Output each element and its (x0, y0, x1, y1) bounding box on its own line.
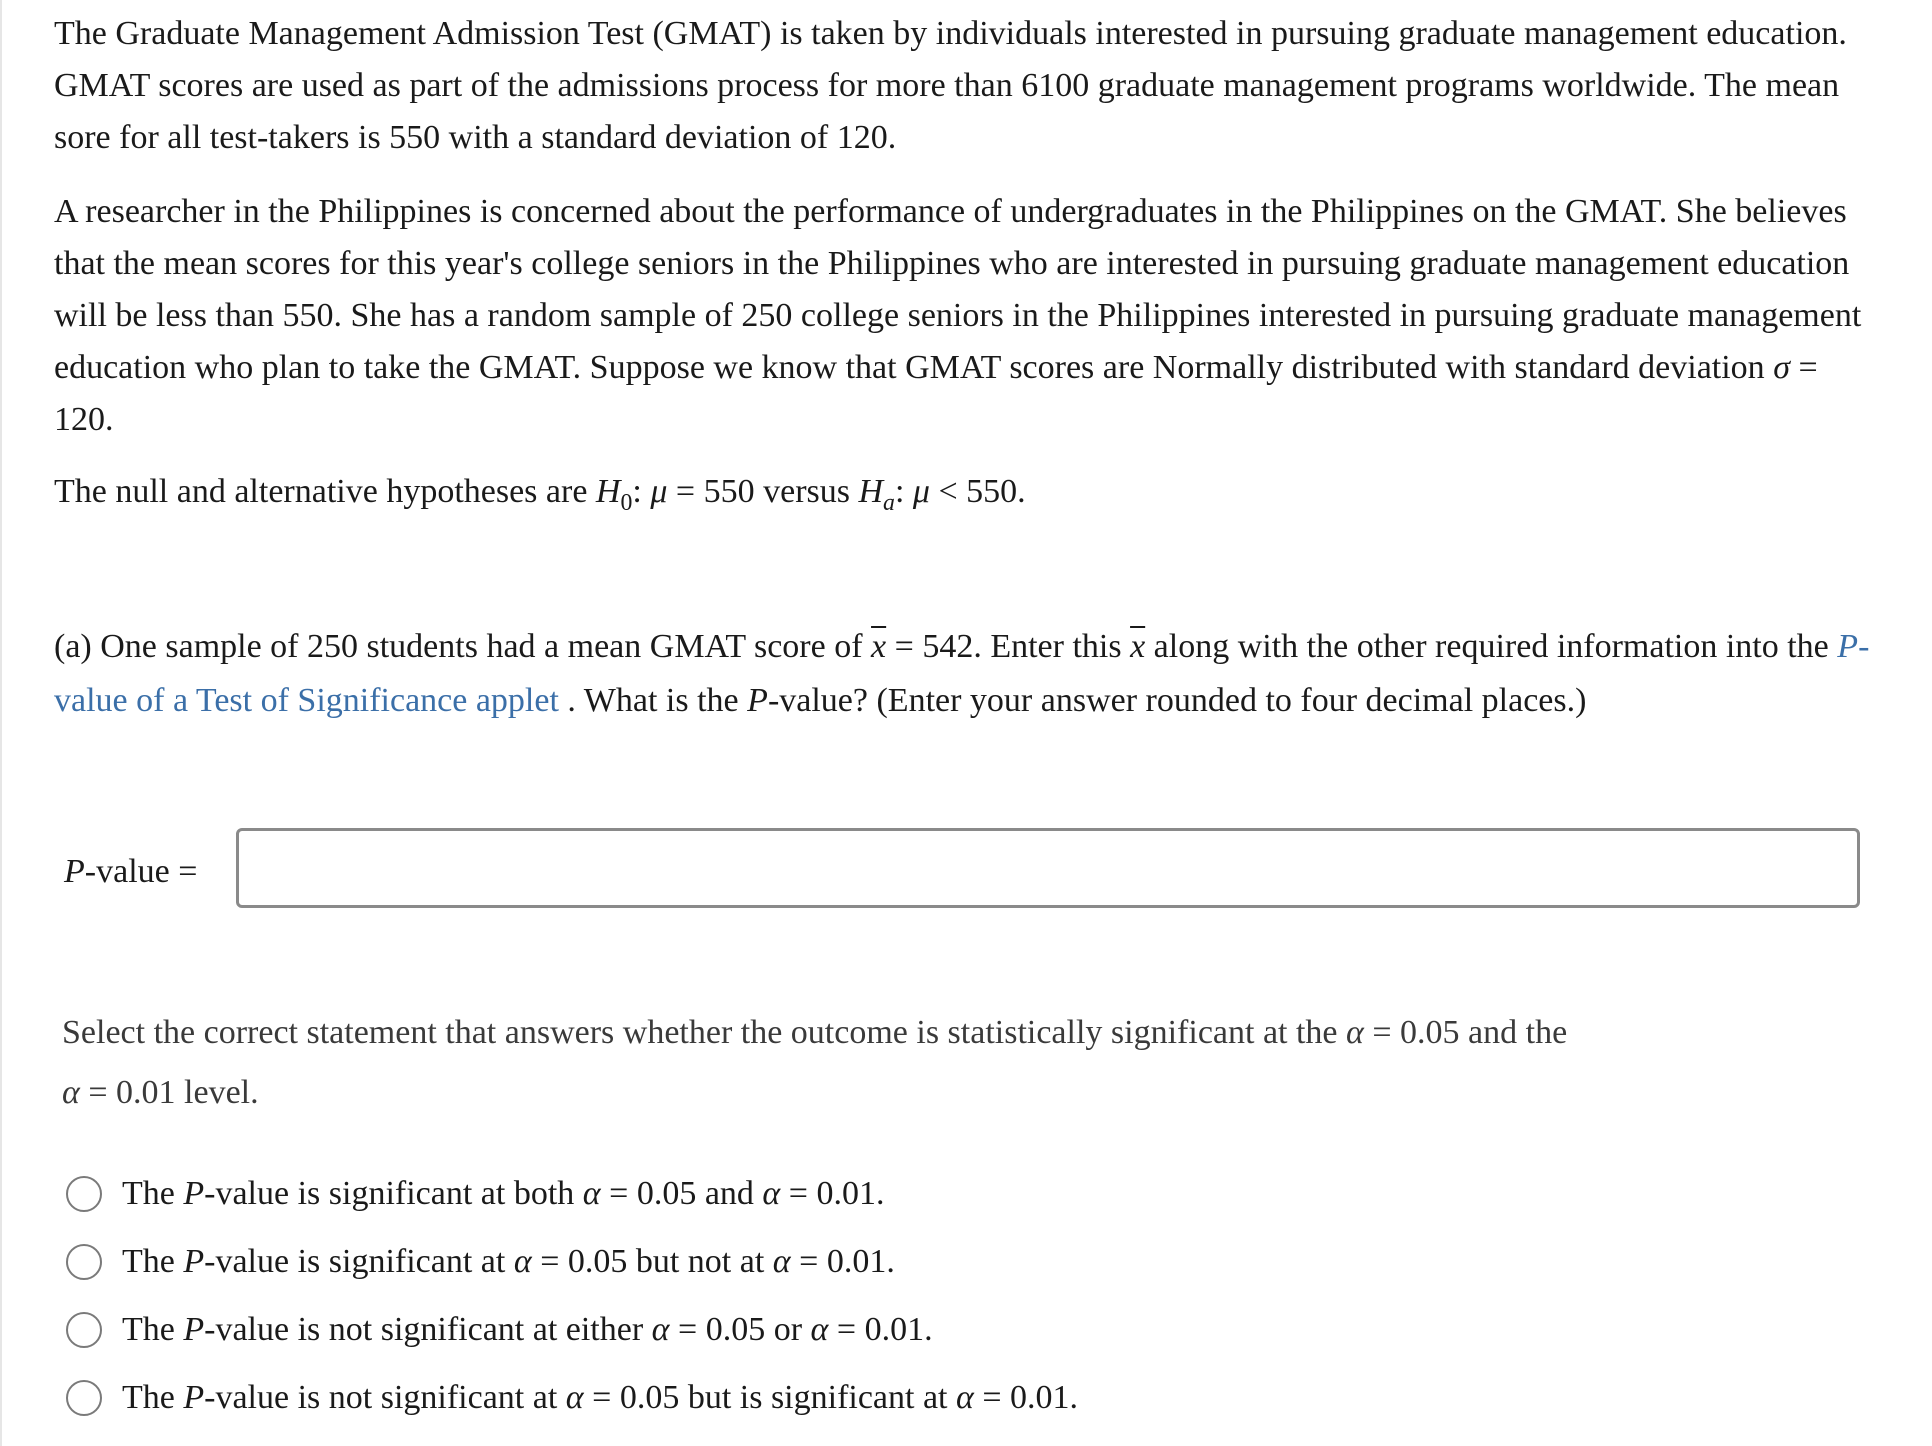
radio-button[interactable] (66, 1380, 102, 1416)
option-not-significant-either[interactable] (66, 1296, 1666, 1364)
option-c: = 0.01. (790, 1243, 895, 1280)
radio-button[interactable] (66, 1312, 102, 1348)
option-a: -value is not significant at either (204, 1311, 652, 1348)
significance-options (66, 1160, 1666, 1432)
radio-button[interactable] (66, 1176, 102, 1212)
significance-prompt-mid: = 0.05 and the (1363, 1014, 1568, 1051)
significance-prompt-end: = 0.01 level. (79, 1074, 259, 1111)
option-alpha-2: α (810, 1311, 829, 1348)
option-c: = 0.01. (973, 1379, 1079, 1416)
option-significant-both[interactable] (66, 1160, 1666, 1228)
significance-prompt-line: Select the correct statement that answers whether the outcome is statistically significant at the (62, 1014, 1347, 1051)
option-alpha-2: α (762, 1175, 781, 1212)
part-a-question (54, 620, 1884, 728)
option-c: = 0.01. (828, 1311, 933, 1348)
option-pre: The (122, 1175, 184, 1212)
option-pre: The (122, 1311, 184, 1348)
option-a: -value is not significant at (204, 1379, 566, 1416)
p-value-label-p: P (64, 853, 85, 890)
alt-rest: < 550. (929, 473, 1026, 510)
context-text: A researcher in the Philippines is concerned about the performance of undergraduates in the Philippines on the GMAT. She believes that the mean scores for this year's college seniors in the Philippines who are interested in pursuing graduate management education will be less than 550. She has a random sample of 250 college seniors in the Philippines interested in pursuing graduate management education who plan to take the GMAT. Suppose we know that GMAT scores are Normally distributed with standard deviation (54, 193, 1862, 386)
part-a-after-xbar: along with the other required information into the (1145, 628, 1838, 665)
option-alpha-2: α (956, 1379, 974, 1416)
option-alpha: α (582, 1175, 601, 1212)
option-b: = 0.05 but is significant at (583, 1379, 956, 1416)
option-b: = 0.05 or (669, 1311, 811, 1348)
part-a-tail: -value? (Enter your answer rounded to four decimal places.) (767, 682, 1587, 719)
p-value-label-rest: -value = (84, 853, 198, 890)
option-p: P (183, 1175, 205, 1212)
intro-paragraph: The Graduate Management Admission Test (GMAT) is taken by individuals interested in pursuing graduate management education. GMAT scores are used as part of the admissions process for more than 6100 graduate management programs worldwide. The mean sore for all test-takers is 550 with a standard deviation of 120. (54, 15, 1847, 156)
null-rest: = 550 versus (667, 473, 859, 510)
hypotheses-lead: The null and alternative hypotheses are (54, 473, 596, 510)
option-not-05-but-01[interactable] (66, 1364, 1666, 1432)
p-italic: P (747, 682, 768, 719)
option-pre: The (122, 1379, 184, 1416)
p-value-answer-row (64, 828, 1868, 916)
option-c: = 0.01. (780, 1175, 885, 1212)
option-b: = 0.05 and (600, 1175, 763, 1212)
applet-link-p: P (1837, 628, 1859, 665)
option-alpha: α (651, 1311, 670, 1348)
significance-prompt (62, 1003, 1822, 1123)
alpha-symbol: α (1346, 1014, 1364, 1051)
xbar-symbol: $\overline{x}$ (871, 628, 887, 665)
context-paragraph (54, 186, 1884, 446)
mu-symbol-alt: μ (912, 473, 930, 510)
hypotheses-paragraph (54, 466, 1884, 518)
option-pre: The (122, 1243, 184, 1280)
option-label (122, 1374, 1078, 1422)
option-b: = 0.05 but not at (531, 1243, 773, 1280)
option-a: -value is significant at both (204, 1175, 583, 1212)
p-value-label (64, 848, 197, 896)
option-a: -value is significant at (204, 1243, 514, 1280)
h-symbol: H (595, 473, 621, 510)
option-p: P (183, 1243, 205, 1280)
h-symbol-alt: H (858, 473, 884, 510)
applet-link-text: -value of a Test of Significance applet (54, 628, 1870, 719)
option-label (122, 1306, 933, 1354)
h0-subscript: 0 (620, 489, 633, 516)
alpha-symbol-2: α (62, 1074, 80, 1111)
radio-button[interactable] (66, 1244, 102, 1280)
ha-subscript: a (883, 489, 895, 516)
sigma-symbol: σ (1773, 349, 1790, 386)
option-label (122, 1170, 884, 1218)
option-alpha: α (513, 1243, 532, 1280)
option-p: P (183, 1311, 205, 1348)
option-alpha-2: α (772, 1243, 791, 1280)
colon: : (632, 473, 651, 510)
part-a-lead: (a) One sample of 250 students had a mean GMAT score of (54, 628, 872, 665)
mu-symbol: μ (650, 473, 668, 510)
xbar-symbol-2: $\overline{x}$ (1130, 628, 1146, 665)
colon-alt: : (894, 473, 913, 510)
part-a-542: = 542. Enter this (886, 628, 1131, 665)
part-a-after-link: . What is the (558, 682, 748, 719)
option-alpha: α (565, 1379, 584, 1416)
option-p: P (183, 1379, 205, 1416)
option-significant-05-not-01[interactable] (66, 1228, 1666, 1296)
p-value-input[interactable] (236, 828, 1860, 908)
option-label (122, 1238, 895, 1286)
sigma-value: = 120. (54, 349, 1818, 438)
